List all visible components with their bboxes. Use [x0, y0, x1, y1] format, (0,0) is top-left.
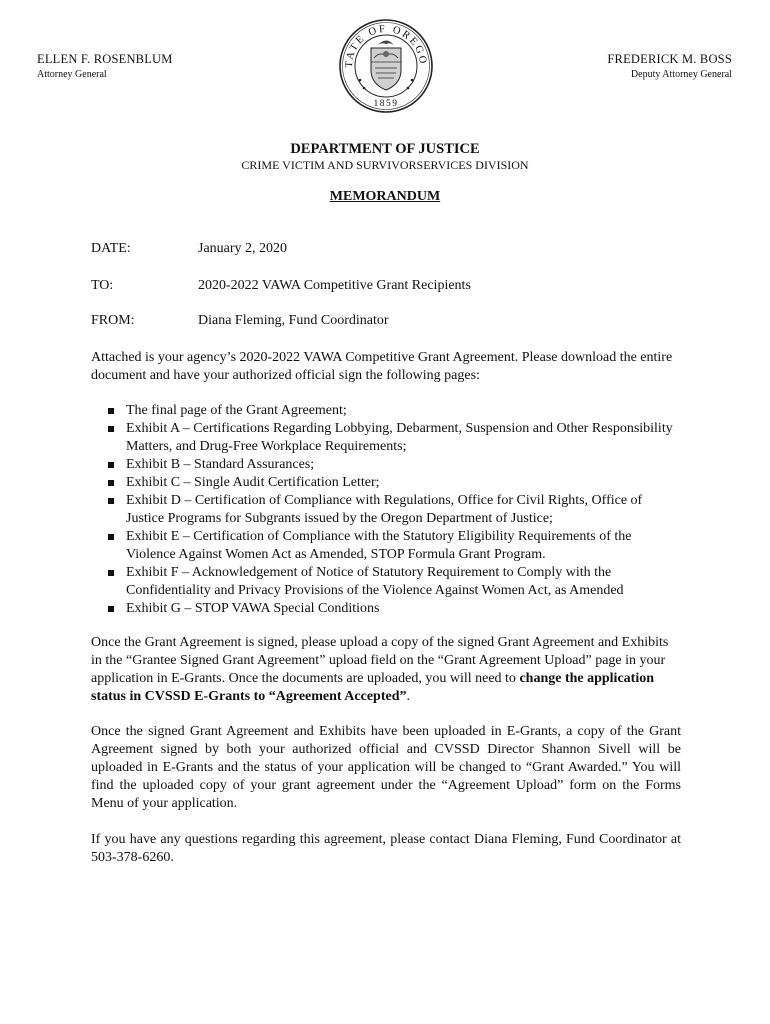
intro-paragraph: Attached is your agency’s 2020-2022 VAWA Competitive Grant Agreement. Please download the entire document and have your authorized official sign the following pages: [91, 350, 673, 383]
field-label: TO: [91, 278, 114, 293]
list-item [108, 402, 683, 420]
list-item-text: Exhibit A – Certifications Regarding Lobbying, Debarment, Suspension and Other Responsibility Matters, and Drug-Free Workplace Requirements; [126, 421, 673, 454]
upload-instructions-paragraph [91, 634, 681, 706]
upload-instructions-text: Once the Grant Agreement is signed, please upload a copy of the signed Grant Agreement and Exhibits in the “Grantee Signed Grant Agreement” upload field on the “Grant Agreement Upload” page in your application in E-Grants. Once the documents are uploaded, you will need to [91, 635, 669, 686]
bullet-icon [108, 426, 114, 432]
list-item [108, 474, 683, 492]
bullet-icon [108, 498, 114, 504]
seal-year: 1859 [373, 99, 399, 109]
list-item [108, 600, 683, 618]
letterhead-right [607, 52, 732, 81]
upload-instructions-end: . [406, 689, 410, 704]
signature-pages-list [108, 402, 683, 618]
bullet-icon [108, 534, 114, 540]
letterhead-left [37, 52, 173, 81]
list-item-text: Exhibit D – Certification of Compliance with Regulations, Office for Civil Rights, Office of Justice Programs for Subgrants issued by the Oregon Department of Justice; [126, 493, 643, 526]
bullet-icon [108, 480, 114, 486]
attorney-general-name: ELLEN F. ROSENBLUM [37, 52, 173, 66]
list-item-text: Exhibit C – Single Audit Certification Letter; [126, 475, 380, 490]
deputy-attorney-general-title: Deputy Attorney General [630, 69, 732, 80]
list-item-text: Exhibit B – Standard Assurances; [126, 457, 315, 472]
oregon-state-seal-icon [338, 18, 434, 114]
list-item-text: Exhibit G – STOP VAWA Special Conditions [126, 601, 380, 616]
division-name: CRIME VICTIM AND SURVIVORSERVICES DIVISION [241, 158, 529, 172]
field-label: FROM: [91, 313, 135, 328]
status-change-instruction: change the application status in CVSSD E-Grants to “Agreement Accepted” [91, 671, 655, 704]
department-name: DEPARTMENT OF JUSTICE [290, 141, 480, 157]
list-item [108, 420, 683, 456]
deputy-attorney-general-name: FREDERICK M. BOSS [607, 52, 732, 66]
bullet-icon [108, 606, 114, 612]
list-item [108, 564, 683, 600]
memo-title: MEMORANDUM [329, 189, 441, 204]
list-item [108, 456, 683, 474]
bullet-icon [108, 570, 114, 576]
field-value: January 2, 2020 [198, 241, 288, 256]
attorney-general-title: Attorney General [37, 69, 107, 80]
bullet-icon [108, 408, 114, 414]
list-item [108, 528, 683, 564]
field-value: Diana Fleming, Fund Coordinator [198, 313, 389, 328]
grant-awarded-paragraph: Once the signed Grant Agreement and Exhibits have been uploaded in E-Grants, a copy of the Grant Agreement signed by both your authorized official and CVSSD Director Shannon Sivell will be uploaded in E-Grants and the status of your application will be changed to “Grant Awarded.” You will find the uploaded copy of your grant agreement under the “Agreement Upload” form on the Forms Menu of your application. [91, 724, 681, 811]
list-item-text: Exhibit E – Certification of Compliance with the Statutory Eligibility Requirements of the Violence Against Women Act as Amended, STOP Formula Grant Program. [126, 529, 632, 562]
list-item-text: Exhibit F – Acknowledgement of Notice of Statutory Requirement to Comply with the Confidentiality and Privacy Provisions of the Violence Against Women Act, as Amended [126, 565, 624, 598]
bullet-icon [108, 462, 114, 468]
field-value: 2020-2022 VAWA Competitive Grant Recipients [198, 278, 471, 293]
list-item-text: The final page of the Grant Agreement; [126, 403, 347, 418]
seal-top-text: TATE OF OREGO [343, 23, 429, 68]
field-label: DATE: [91, 241, 131, 256]
contact-paragraph: If you have any questions regarding this agreement, please contact Diana Fleming, Fund Coordinator at 503-378-6260. [91, 832, 681, 865]
list-item [108, 492, 683, 528]
